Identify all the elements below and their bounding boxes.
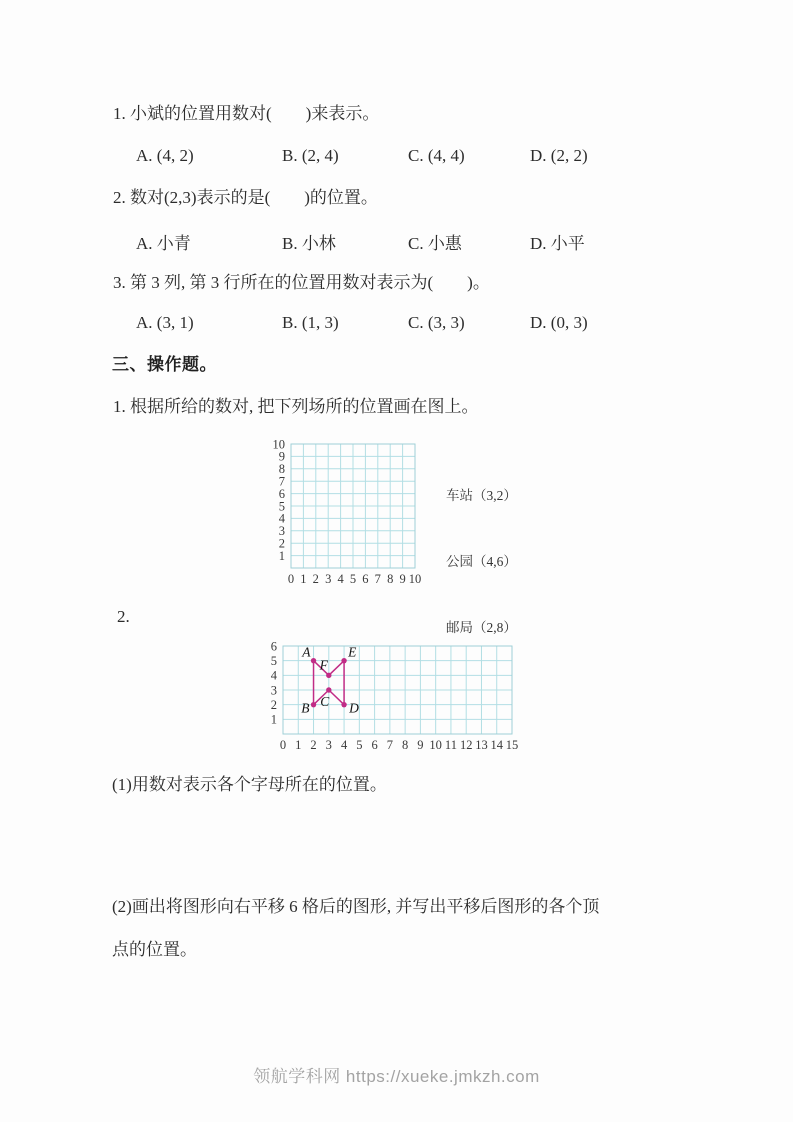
svg-text:2: 2 <box>310 738 317 752</box>
option-2a: A. 小青 <box>136 234 191 253</box>
svg-text:6: 6 <box>371 738 378 752</box>
question-3-options <box>0 313 793 335</box>
svg-text:5: 5 <box>270 653 277 668</box>
legend-item-post-office: 邮局（2,8） <box>446 620 517 635</box>
svg-text:13: 13 <box>475 738 488 752</box>
svg-text:7: 7 <box>386 738 393 752</box>
task-2-sub2-text-line2: 点的位置。 <box>112 940 197 959</box>
svg-text:8: 8 <box>402 738 409 752</box>
svg-text:7: 7 <box>374 572 381 586</box>
svg-text:7: 7 <box>278 474 285 489</box>
svg-text:1: 1 <box>295 738 302 752</box>
svg-text:2: 2 <box>312 572 319 586</box>
svg-text:8: 8 <box>387 572 394 586</box>
svg-text:11: 11 <box>444 738 457 752</box>
svg-text:2: 2 <box>278 536 285 551</box>
svg-text:5: 5 <box>349 572 357 586</box>
svg-text:1: 1 <box>300 572 307 586</box>
svg-text:6: 6 <box>270 639 277 654</box>
svg-text:3: 3 <box>270 683 277 698</box>
svg-text:4: 4 <box>337 572 344 586</box>
option-2b: B. 小林 <box>282 234 336 253</box>
svg-text:3: 3 <box>278 524 285 539</box>
coordinate-grid-2 <box>254 638 534 756</box>
question-2-options <box>0 229 793 251</box>
svg-text:3: 3 <box>325 738 332 752</box>
svg-text:E: E <box>348 644 357 660</box>
svg-text:12: 12 <box>459 738 473 752</box>
svg-text:10: 10 <box>429 738 442 752</box>
svg-text:B: B <box>301 700 310 716</box>
svg-text:9: 9 <box>278 449 285 464</box>
svg-text:A: A <box>302 644 311 660</box>
svg-text:3: 3 <box>325 572 332 586</box>
coordinate-grid-1 <box>264 436 434 588</box>
svg-text:10: 10 <box>408 572 422 586</box>
question-1-text: 1. 小斌的位置用数对( )来表示。 <box>113 104 380 123</box>
question-2-text: 2. 数对(2,3)表示的是( )的位置。 <box>113 188 378 207</box>
svg-text:9: 9 <box>417 738 424 752</box>
question-1-options <box>0 146 793 168</box>
option-3b: B. (1, 3) <box>282 313 339 332</box>
svg-text:9: 9 <box>399 572 406 586</box>
question-3-text: 3. 第 3 列, 第 3 行所在的位置用数对表示为( )。 <box>113 273 490 292</box>
svg-text:5: 5 <box>356 738 363 752</box>
option-1a: A. (4, 2) <box>136 146 194 165</box>
svg-text:6: 6 <box>362 572 369 586</box>
svg-text:1: 1 <box>270 712 277 727</box>
svg-text:8: 8 <box>278 462 285 477</box>
svg-text:1: 1 <box>278 548 285 563</box>
option-2c: C. 小惠 <box>408 234 462 253</box>
svg-text:0: 0 <box>279 738 287 752</box>
option-3c: C. (3, 3) <box>408 313 465 332</box>
section-heading: 三、操作题。 <box>112 355 217 374</box>
svg-text:14: 14 <box>490 738 503 752</box>
svg-text:D: D <box>349 700 359 716</box>
legend-item-park: 公园（4,6） <box>446 554 517 569</box>
task-2-label: 2. <box>117 607 130 626</box>
svg-text:4: 4 <box>270 668 277 683</box>
footer-watermark: 领航学科网 https://xueke.jmkzh.com <box>253 1067 540 1086</box>
svg-text:0: 0 <box>287 572 295 586</box>
svg-text:2: 2 <box>270 697 277 712</box>
svg-text:5: 5 <box>278 499 285 514</box>
svg-text:10: 10 <box>272 437 285 452</box>
svg-text:4: 4 <box>278 511 285 526</box>
task-2-sub1-text: (1)用数对表示各个字母所在的位置。 <box>112 775 387 794</box>
svg-text:C: C <box>320 694 330 709</box>
option-3a: A. (3, 1) <box>136 313 194 332</box>
svg-text:F: F <box>319 657 328 673</box>
option-1c: C. (4, 4) <box>408 146 465 165</box>
task-2-sub2-text-line1: (2)画出将图形向右平移 6 格后的图形, 并写出平移后图形的各个顶 <box>112 897 600 916</box>
svg-text:4: 4 <box>340 738 348 752</box>
option-1d: D. (2, 2) <box>530 146 588 165</box>
option-3d: D. (0, 3) <box>530 313 588 332</box>
task-1-text: 1. 根据所给的数对, 把下列场所的位置画在图上。 <box>113 397 479 416</box>
option-1b: B. (2, 4) <box>282 146 339 165</box>
svg-text:15: 15 <box>505 738 519 752</box>
legend-item-station: 车站（3,2） <box>446 488 517 503</box>
option-2d: D. 小平 <box>530 234 585 253</box>
svg-text:6: 6 <box>278 486 285 501</box>
